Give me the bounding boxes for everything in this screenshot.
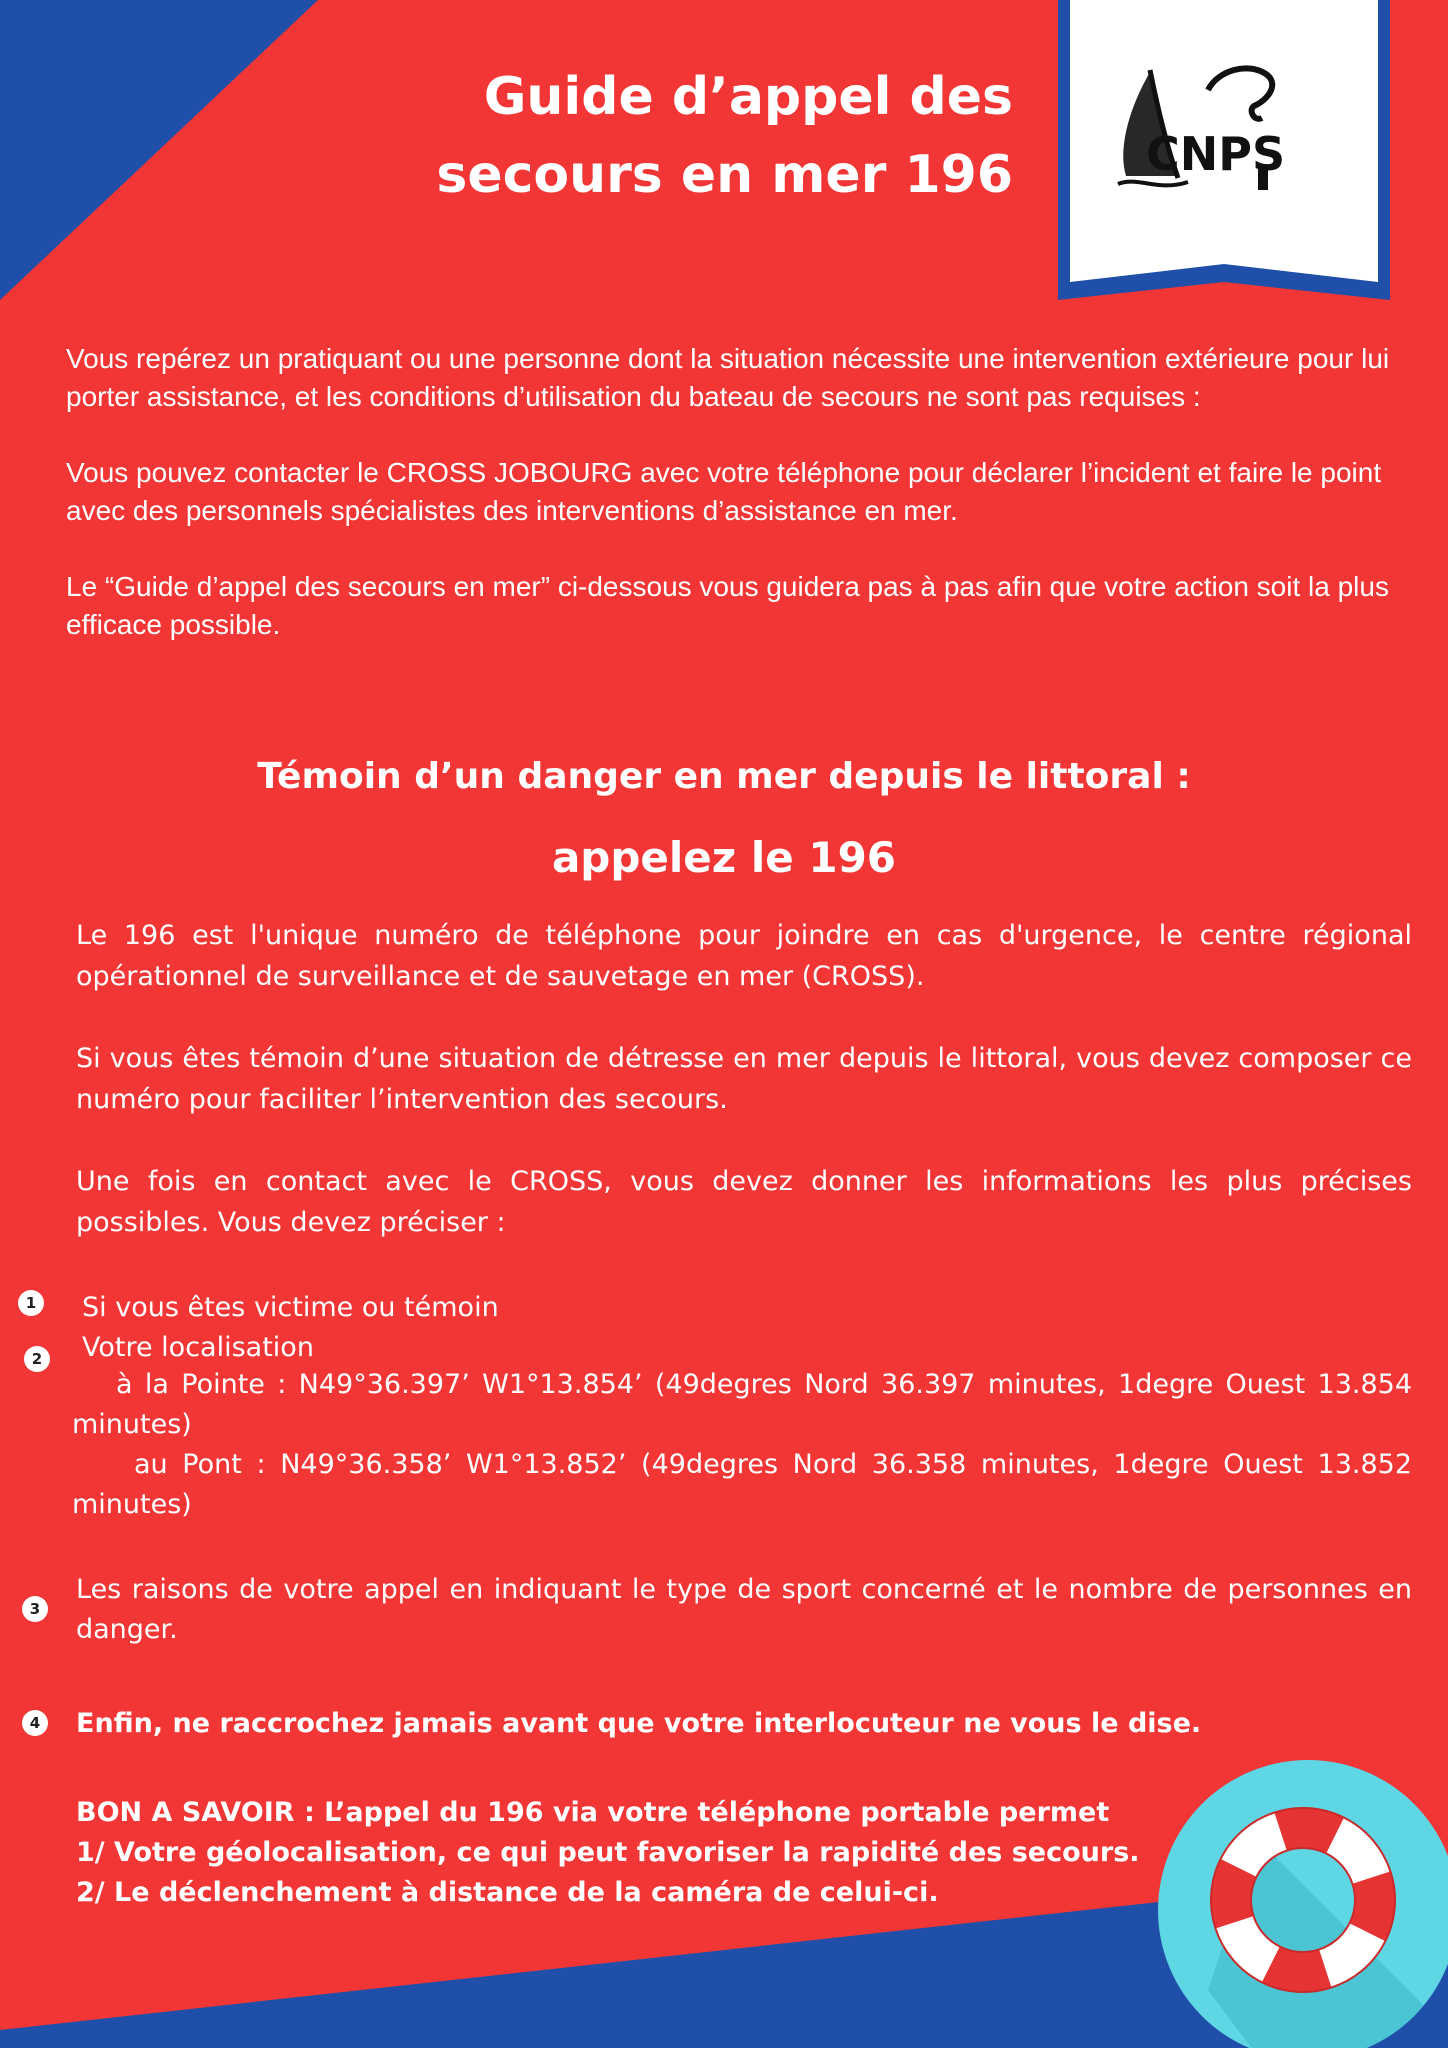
- step-text-1: Si vous êtes victime ou témoin: [82, 1292, 499, 1323]
- step-text-2: Votre localisation: [82, 1332, 314, 1363]
- top-left-blue-triangle: [0, 0, 318, 300]
- location-pont: au Pont : N49°36.358’ W1°13.852’ (49degres Nord 36.358 minutes, 1degre Ouest 13.852 minutes): [72, 1449, 1412, 1520]
- body-text: [76, 915, 1412, 1284]
- body-paragraph-2: Si vous êtes témoin d’une situation de détresse en mer depuis le littoral, vous devez composer ce numéro pour faciliter l’intervention des secours.: [76, 1043, 1412, 1115]
- good-to-know: [76, 1793, 1206, 1913]
- lifebuoy-icon: [1148, 1750, 1448, 2048]
- step-number-3: 3: [22, 1596, 48, 1622]
- title-line-1: Guide d’appel des: [483, 67, 1013, 127]
- intro-text: [66, 340, 1416, 682]
- section-subheading: appelez le 196: [551, 833, 897, 882]
- logo-badge: [1058, 0, 1390, 300]
- step-number-1: 1: [18, 1290, 44, 1316]
- title-line-2: secours en mer 196: [436, 145, 1013, 205]
- step-number-2: 2: [24, 1346, 50, 1372]
- intro-paragraph-2: Vous pouvez contacter le CROSS JOBOURG avec votre téléphone pour déclarer l’incident et faire le point avec des personnels spécialistes des interventions d’assistance en mer.: [66, 457, 1382, 526]
- logo-text: CNPS: [1146, 127, 1286, 181]
- page-title: [373, 58, 1013, 214]
- body-paragraph-3: Une fois en contact avec le CROSS, vous devez donner les informations les plus précises possibles. Vous devez préciser :: [76, 1166, 1412, 1238]
- good-to-know-line-2: 1/ Votre géolocalisation, ce qui peut favoriser la rapidité des secours.: [76, 1837, 1140, 1868]
- body-paragraph-1: Le 196 est l'unique numéro de téléphone pour joindre en cas d'urgence, le centre régional opérationnel de surveillance et de sauvetage en mer (CROSS).: [76, 920, 1412, 992]
- step-text-4: Enfin, ne raccrochez jamais avant que votre interlocuteur ne vous le dise.: [76, 1708, 1202, 1739]
- good-to-know-line-1: BON A SAVOIR : L’appel du 196 via votre téléphone portable permet: [76, 1797, 1110, 1828]
- step-number-4: 4: [22, 1710, 48, 1736]
- step-text-3: Les raisons de votre appel en indiquant le type de sport concerné et le nombre de personnes en danger.: [76, 1574, 1412, 1645]
- section-heading: Témoin d’un danger en mer depuis le littoral :: [257, 756, 1191, 797]
- intro-paragraph-3: Le “Guide d’appel des secours en mer” ci-dessous vous guidera pas à pas afin que votre action soit la plus efficace possible.: [66, 571, 1389, 640]
- good-to-know-line-3: 2/ Le déclenchement à distance de la caméra de celui-ci.: [76, 1877, 939, 1908]
- location-block: [72, 1365, 1412, 1525]
- location-pointe: à la Pointe : N49°36.397’ W1°13.854’ (49degres Nord 36.397 minutes, 1degre Ouest 13.854 minutes): [72, 1369, 1412, 1440]
- intro-paragraph-1: Vous repérez un pratiquant ou une personne dont la situation nécessite une intervention extérieure pour lui porter assistance, et les conditions d’utilisation du bateau de secours ne sont pas requises :: [66, 343, 1390, 412]
